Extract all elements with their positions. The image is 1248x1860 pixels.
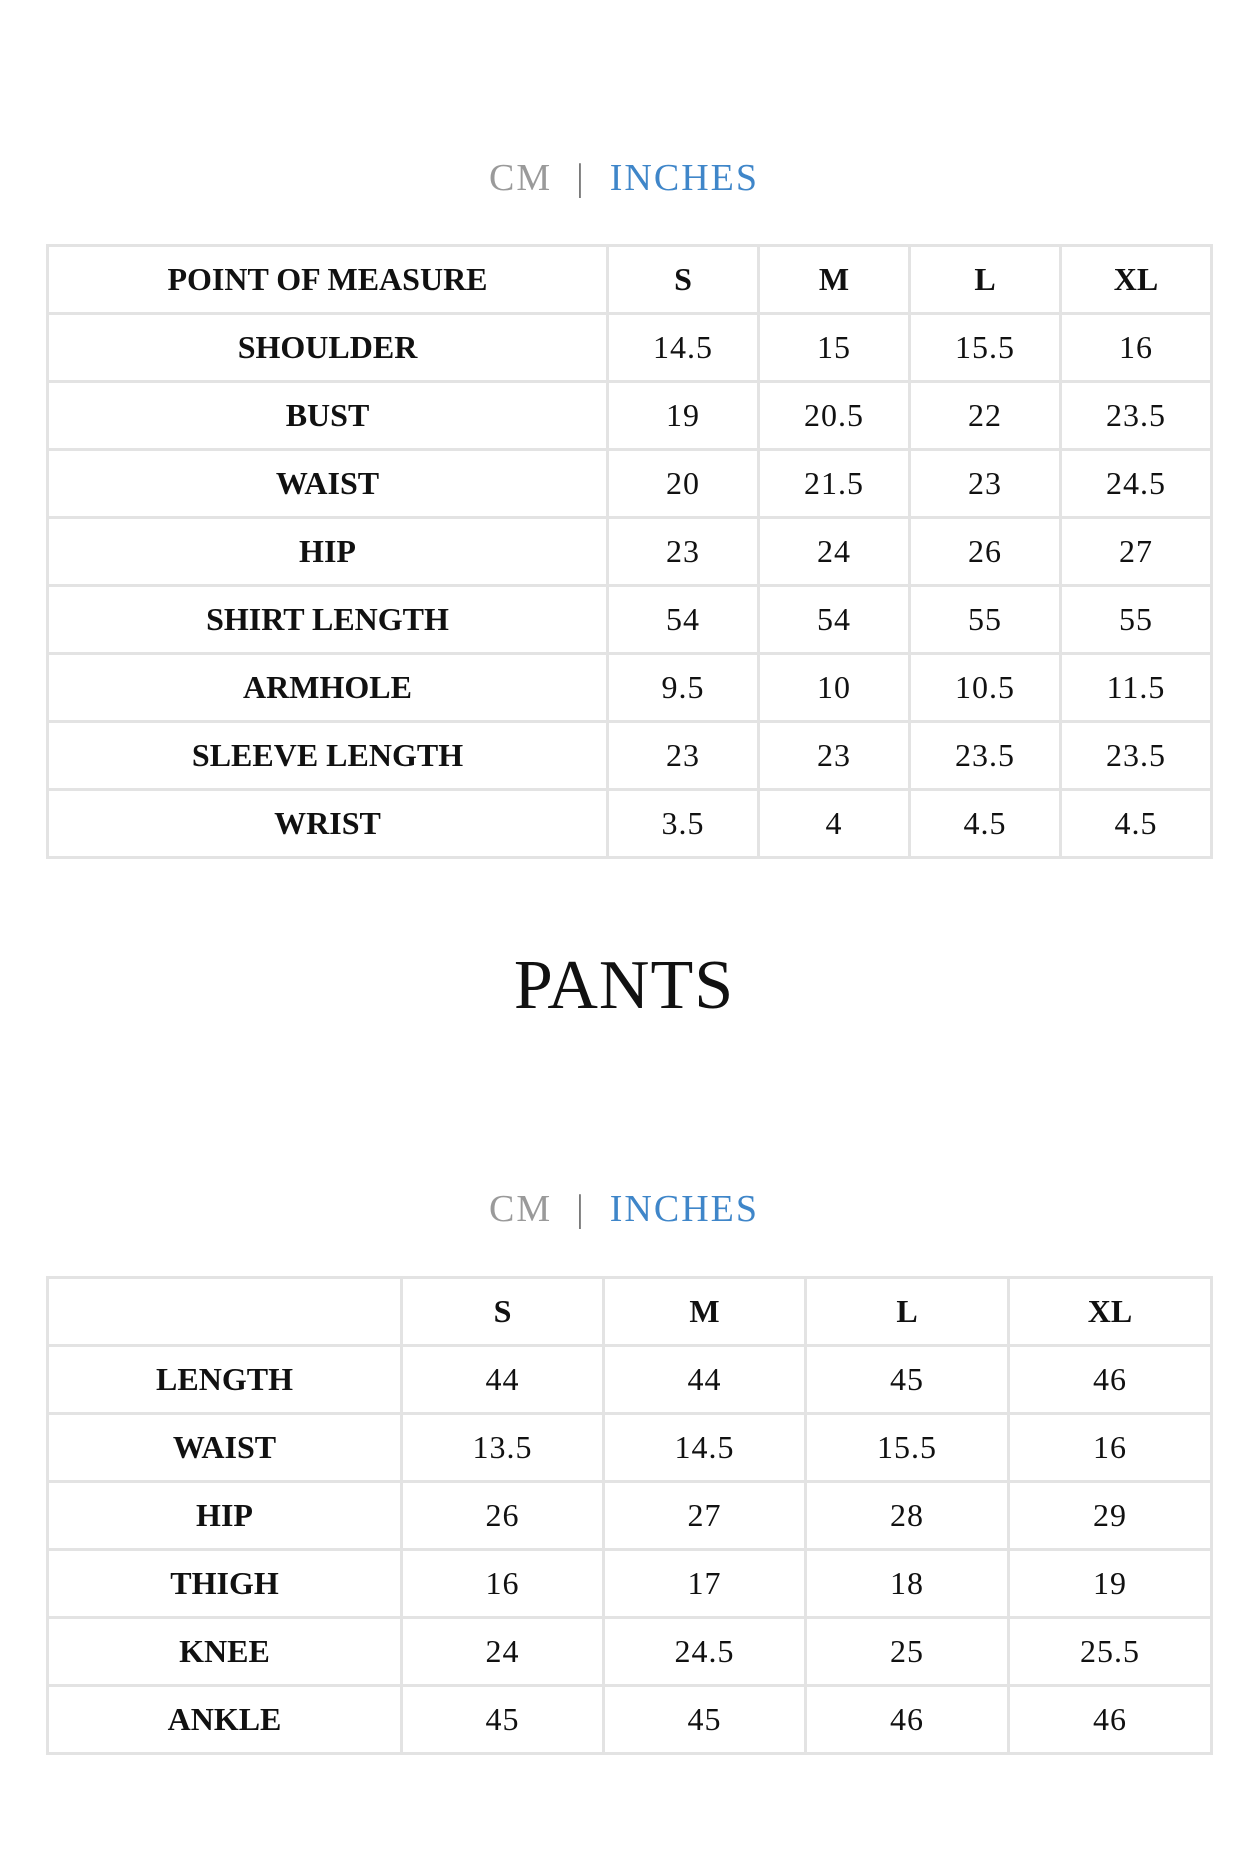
pants-row-ankle (48, 1686, 1212, 1754)
shirt-row-shirt-length (48, 586, 1212, 654)
shirt-cell-xl: 23.5 (1061, 382, 1212, 450)
pants-cell-m: 17 (604, 1550, 806, 1618)
shirt-cell-l: 4.5 (910, 790, 1061, 858)
pants-cell-xl: 46 (1009, 1346, 1212, 1414)
pants-cell-l: 25 (806, 1618, 1009, 1686)
shirt-cell-xl: 27 (1061, 518, 1212, 586)
pants-cell-xl: 19 (1009, 1550, 1212, 1618)
pants-cell-s: 26 (402, 1482, 604, 1550)
pants-size-table (46, 1276, 1213, 1755)
shirt-cell-m: 15 (759, 314, 910, 382)
shirt-cell-l: 15.5 (910, 314, 1061, 382)
shirt-cell-m: 23 (759, 722, 910, 790)
pants-cell-l: 18 (806, 1550, 1009, 1618)
pants-cell-s: 16 (402, 1550, 604, 1618)
shirt-row-label: BUST (48, 382, 608, 450)
shirt-row-label: SLEEVE LENGTH (48, 722, 608, 790)
shirt-size-table (46, 244, 1213, 859)
pants-header-row (48, 1278, 1212, 1346)
pants-header-size-l: L (806, 1278, 1009, 1346)
pants-section-title: PANTS (513, 947, 735, 1024)
pants-cell-l: 46 (806, 1686, 1009, 1754)
shirt-cell-xl: 4.5 (1061, 790, 1212, 858)
pants-row-label: WAIST (48, 1414, 402, 1482)
pants-row-thigh (48, 1550, 1212, 1618)
shirt-row-shoulder (48, 314, 1212, 382)
pants-cell-s: 24 (402, 1618, 604, 1686)
shirt-cell-l: 55 (910, 586, 1061, 654)
shirt-header-row (48, 246, 1212, 314)
shirt-row-label: HIP (48, 518, 608, 586)
pants-unit-separator: | (576, 1188, 586, 1230)
pants-header-size-s: S (402, 1278, 604, 1346)
pants-cell-s: 45 (402, 1686, 604, 1754)
shirt-cell-l: 23 (910, 450, 1061, 518)
pants-row-knee (48, 1618, 1212, 1686)
pants-cell-m: 45 (604, 1686, 806, 1754)
pants-header-size-m: M (604, 1278, 806, 1346)
shirt-row-label: WRIST (48, 790, 608, 858)
shirt-cell-l: 22 (910, 382, 1061, 450)
pants-row-label: HIP (48, 1482, 402, 1550)
shirt-cell-m: 20.5 (759, 382, 910, 450)
pants-row-label: THIGH (48, 1550, 402, 1618)
pants-cell-m: 44 (604, 1346, 806, 1414)
pants-row-hip (48, 1482, 1212, 1550)
shirt-row-label: WAIST (48, 450, 608, 518)
pants-cell-m: 27 (604, 1482, 806, 1550)
shirt-header-size-s: S (608, 246, 759, 314)
pants-header-blank (48, 1278, 402, 1346)
shirt-row-wrist (48, 790, 1212, 858)
pants-cell-xl: 29 (1009, 1482, 1212, 1550)
pants-unit-cm-option[interactable]: CM (489, 1188, 553, 1230)
shirt-cell-s: 23 (608, 722, 759, 790)
shirt-cell-m: 4 (759, 790, 910, 858)
pants-cell-l: 28 (806, 1482, 1009, 1550)
shirt-cell-m: 10 (759, 654, 910, 722)
shirt-unit-cm-option[interactable]: CM (489, 157, 553, 199)
pants-unit-toggle (0, 1189, 1248, 1229)
shirt-header-size-xl: XL (1061, 246, 1212, 314)
shirt-row-waist (48, 450, 1212, 518)
shirt-cell-l: 10.5 (910, 654, 1061, 722)
shirt-cell-s: 19 (608, 382, 759, 450)
shirt-cell-xl: 55 (1061, 586, 1212, 654)
shirt-row-sleeve-length (48, 722, 1212, 790)
pants-cell-s: 44 (402, 1346, 604, 1414)
shirt-cell-s: 23 (608, 518, 759, 586)
shirt-cell-l: 26 (910, 518, 1061, 586)
pants-cell-l: 45 (806, 1346, 1009, 1414)
shirt-header-size-m: M (759, 246, 910, 314)
pants-cell-xl: 16 (1009, 1414, 1212, 1482)
shirt-row-label: SHIRT LENGTH (48, 586, 608, 654)
pants-header-size-xl: XL (1009, 1278, 1212, 1346)
shirt-cell-s: 54 (608, 586, 759, 654)
shirt-cell-s: 3.5 (608, 790, 759, 858)
shirt-row-label: SHOULDER (48, 314, 608, 382)
pants-row-label: ANKLE (48, 1686, 402, 1754)
shirt-cell-s: 9.5 (608, 654, 759, 722)
pants-cell-m: 14.5 (604, 1414, 806, 1482)
shirt-cell-l: 23.5 (910, 722, 1061, 790)
shirt-header-size-l: L (910, 246, 1061, 314)
shirt-header-point-of-measure: POINT OF MEASURE (48, 246, 608, 314)
shirt-cell-xl: 24.5 (1061, 450, 1212, 518)
pants-cell-s: 13.5 (402, 1414, 604, 1482)
shirt-row-armhole (48, 654, 1212, 722)
shirt-cell-s: 20 (608, 450, 759, 518)
shirt-cell-m: 54 (759, 586, 910, 654)
shirt-row-bust (48, 382, 1212, 450)
pants-row-label: KNEE (48, 1618, 402, 1686)
shirt-cell-xl: 11.5 (1061, 654, 1212, 722)
pants-cell-xl: 46 (1009, 1686, 1212, 1754)
shirt-row-hip (48, 518, 1212, 586)
pants-row-length (48, 1346, 1212, 1414)
shirt-cell-s: 14.5 (608, 314, 759, 382)
pants-cell-m: 24.5 (604, 1618, 806, 1686)
shirt-row-label: ARMHOLE (48, 654, 608, 722)
pants-row-label: LENGTH (48, 1346, 402, 1414)
shirt-unit-separator: | (576, 157, 586, 199)
pants-cell-xl: 25.5 (1009, 1618, 1212, 1686)
shirt-unit-toggle (0, 158, 1248, 198)
pants-unit-inches-option[interactable]: INCHES (609, 1188, 759, 1230)
shirt-cell-m: 21.5 (759, 450, 910, 518)
pants-cell-l: 15.5 (806, 1414, 1009, 1482)
shirt-cell-m: 24 (759, 518, 910, 586)
shirt-cell-xl: 16 (1061, 314, 1212, 382)
shirt-unit-inches-option[interactable]: INCHES (609, 157, 759, 199)
shirt-cell-xl: 23.5 (1061, 722, 1212, 790)
pants-row-waist (48, 1414, 1212, 1482)
